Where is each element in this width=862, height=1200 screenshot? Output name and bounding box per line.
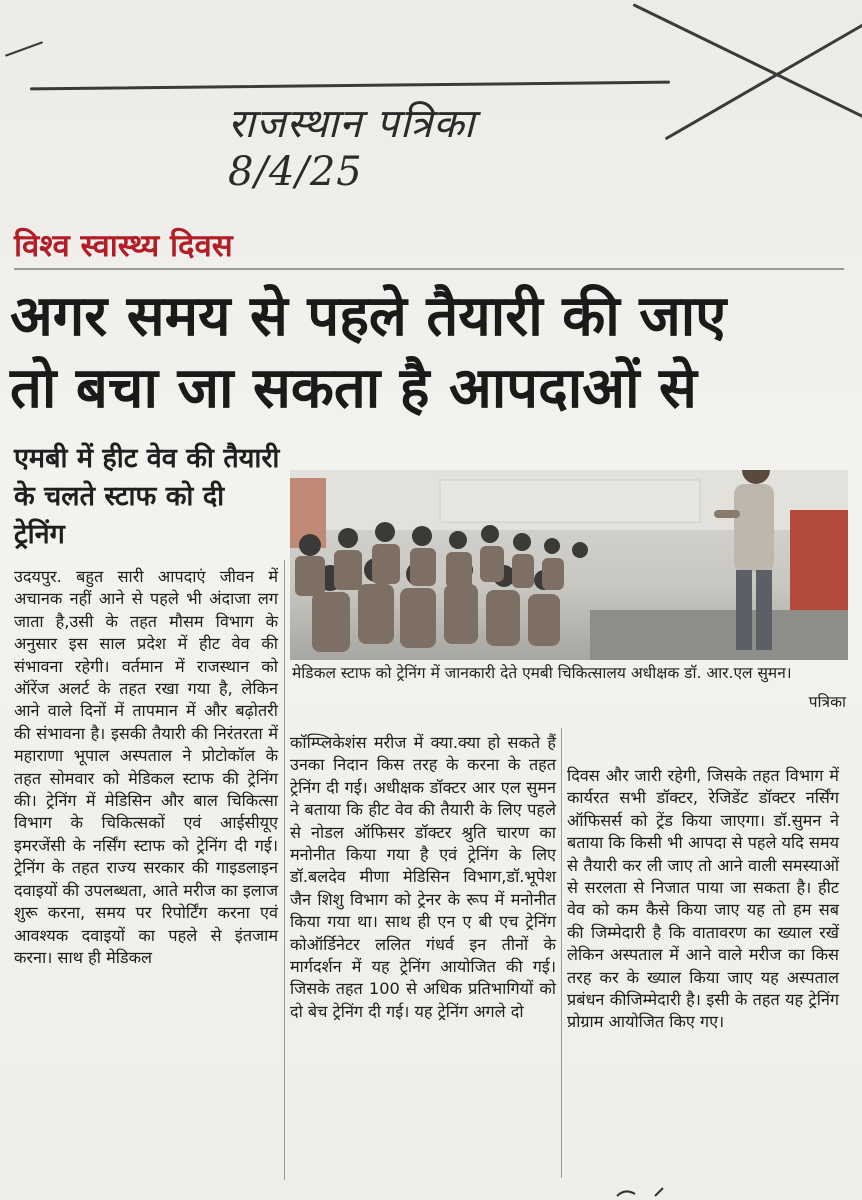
column-divider-2	[561, 728, 562, 1178]
training-room-illustration	[290, 470, 848, 660]
subheadline: एमबी में हीट वेव की तैयारी के चलते स्टाफ को दी ट्रेनिंग	[14, 443, 280, 550]
article-body-column-2: कॉम्प्लिकेशंस मरीज में क्या.क्या हो सकते हैं उनका निदान किस तरह के करना के तहत ट्रेनिंग दी गई। अधीक्षक डॉक्टर आर एल सुमन ने बताया कि हीट वेव की तैयारी के लिए पहले से नोडल ऑफिसर डॉक्टर श्रुति चारण का मनोनीत किया गया है एवं ट्रेनिंग के लिए डॉ.बलदेव मीणा मेडिसिन विभाग,डॉ.भूपेश जैन शिशु विभाग को ट्रेनर के रूप में मनोनीत किया गया था। साथ ही एन ए बी एच ट्रेनिंग कोऑर्डिनेटर ललित गंधर्व इन तीनों के मार्गदर्शन में यह ट्रेनिंग आयोजित की गई। जिसके तहत 100 से अधिक प्रतिभागियों को दो बेच ट्रेनिंग दी गई। यह ट्रेनिंग अगले दो	[290, 733, 556, 1021]
kicker-divider	[14, 268, 844, 270]
photo-caption: मेडिकल स्टाफ को ट्रेनिंग में जानकारी देते एमबी चिकित्सालय अधीक्षक डॉ. आर.एल सुमन।	[292, 664, 792, 682]
article-body-column-3: दिवस और जारी रहेगी, जिसके तहत विभाग में कार्यरत सभी डॉक्टर, रेजिडेंट डॉक्टर नर्सिंग ऑफिसर्स को ट्रेंड किया जाएगा। डॉ.सुमन ने बताया कि किसी भी आपदा से पहले यदि समय से तैयारी कर ली जाए तो आने वाली समस्याओं से सरलता से निजात पाया जा सकता है। हीट वेव को कम कैसे किया जाए यह तो हम सब की जिम्मेदारी है कि वातावरण का ख्याल रखें लेकिन अस्पताल में आने वाले मरीज का किस तरह कर के ख्याल किया जाए यह अस्पताल प्रबंधन कीजिम्मेदारी है। इसी के तहत यह ट्रेनिंग प्रोग्राम आयोजित किए गए।	[567, 766, 839, 1032]
pen-stroke-cross-b	[665, 23, 862, 141]
kicker-label: विश्व स्वास्थ्य दिवस	[14, 228, 233, 264]
column-divider-1	[284, 560, 285, 1180]
pen-stroke-top-line	[30, 81, 670, 91]
article-photo	[290, 470, 848, 660]
headline-line-1: अगर समय से पहले तैयारी की जाए	[10, 284, 727, 349]
pen-stroke-cross-a	[632, 3, 862, 120]
photo-credit: पत्रिका	[808, 693, 846, 711]
pen-stroke-left-mark	[5, 41, 43, 57]
handwritten-note: राजस्थान पत्रिका 8/4/25	[228, 101, 476, 195]
article-body-column-1: उदयपुर. बहुत सारी आपदाएं जीवन में अचानक नहीं आने से पहले भी अंदाजा लग जाता है,उसी के तहत मौसम विभाग के अनुसार इस साल प्रदेश में हीट वेव की संभावना रहेगी। वर्तमान में राजस्थान को ऑरेंज अलर्ट के तहत रखा गया है, लेकिन आने वाले दिनों में तापमान में और बढ़ोतरी की संभावना है। इसकी तैयारी की निरंतरता में महाराणा भूपाल अस्पताल ने प्रोटोकॉल के तहत सोमवार को मेडिकल स्टाफ की ट्रेनिंग की। ट्रेनिंग में मेडिसिन और बाल चिकित्सा विभाग के चिकित्सकों एवं आईसीयूए इमरजेंसी के नर्सिंग स्टाफ को ट्रेनिंग दी गई। ट्रेनिंग के तहत राज्य सरकार की गाइडलाइन दवाइयों की उपलब्धता, आते मरीज का इलाज शुरू करना, समय पर रिपोर्टिंग करना एवं आवश्यक दवाइयों का पहले से इंतजाम करना। साथ ही मेडिकल	[14, 567, 278, 967]
pen-mark-bottom	[615, 1186, 675, 1198]
handwritten-source-date	[228, 100, 558, 196]
headline-line-2: तो बचा जा सकता है आपदाओं से	[10, 356, 697, 421]
